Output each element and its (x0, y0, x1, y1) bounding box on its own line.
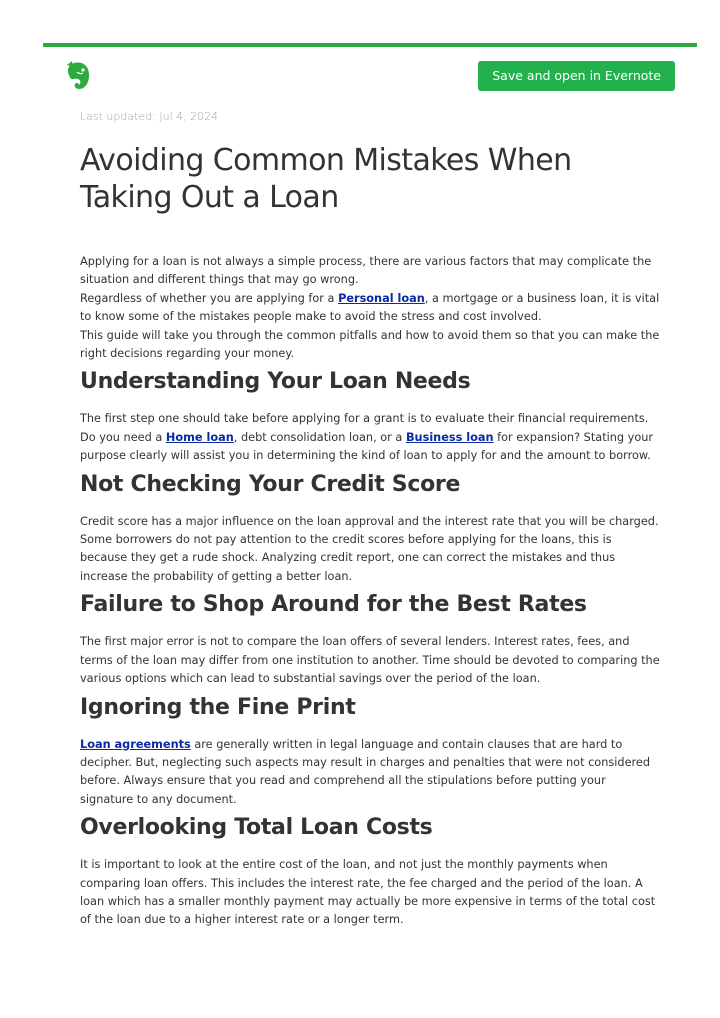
loan-agreements-link[interactable]: Loan agreements (80, 737, 191, 751)
paragraph-fine-print: Loan agreements are generally written in legal language and contain clauses that are hard to decipher. But, neglecting such aspects may result in charges and penalties that were not considered before. Always ensure that you read and comprehend all the stipulations before putting your signature to any document. (80, 737, 651, 806)
heading-shop-around: Failure to Shop Around for the Best Rates (80, 592, 587, 618)
paragraph-shop-around: The first major error is not to compare the loan offers of several lenders. Interest rates, fees, and terms of the loan may differ from one institution to another. Time should be devoted to comparing the various options which can lead to substantial savings over the period of the loan. (80, 635, 660, 686)
last-updated: Last updated: Jul 4, 2024 (80, 110, 219, 123)
paragraph-credit-score: Credit score has a major influence on the loan approval and the interest rate that you will be charged. Some borrowers do not pay attention to the credit scores before applying for the loans, this is because they get a rude shock. Analyzing credit report, one can correct the mistakes and thus increase the probability of getting a better loan. (80, 514, 659, 583)
intro (80, 253, 662, 363)
evernote-elephant-icon[interactable] (63, 59, 91, 93)
heading-fine-print: Ignoring the Fine Print (80, 694, 356, 720)
page-title: Avoiding Common Mistakes When Taking Out a Loan (80, 143, 572, 215)
paragraph-loan-needs: The first step one should take before applying for a grant is to evaluate their financial requirements. Do you need a Home loan, debt consolidation loan, or a Business loan for expansion? Stating your purpose clearly will assist you in determining the kind of loan to apply for and the amount to borrow. (80, 412, 654, 463)
home-loan-link[interactable]: Home loan (165, 430, 234, 444)
save-in-evernote-button[interactable]: Save and open in Evernote (478, 61, 675, 91)
paragraph-total-costs: It is important to look at the entire cost of the loan, and not just the monthly payments when comparing loan offers. This includes the interest rate, the fee charged and the period of the loan. A loan which has a smaller monthly payment may actually be more expensive in terms of the total cost of the loan due to a higher interest rate or a longer term. (80, 858, 656, 927)
intro-paragraph-1: Applying for a loan is not always a simple process, there are various factors that may complicate the situation and different things that may go wrong. (80, 255, 652, 287)
heading-total-costs: Overlooking Total Loan Costs (80, 815, 433, 841)
personal-loan-link[interactable]: Personal loan (338, 291, 425, 305)
header (43, 47, 697, 107)
business-loan-link[interactable]: Business loan (405, 430, 494, 444)
heading-credit-score: Not Checking Your Credit Score (80, 471, 461, 497)
article (80, 108, 662, 930)
intro-paragraph-2: Regardless of whether you are applying for a Personal loan, a mortgage or a business loan, it is vital to know some of the mistakes people make to avoid the stress and cost involved. (80, 291, 660, 324)
heading-loan-needs: Understanding Your Loan Needs (80, 369, 471, 395)
intro-paragraph-3: This guide will take you through the common pitfalls and how to avoid them so that you can make the right decisions regarding your money. (80, 328, 660, 361)
